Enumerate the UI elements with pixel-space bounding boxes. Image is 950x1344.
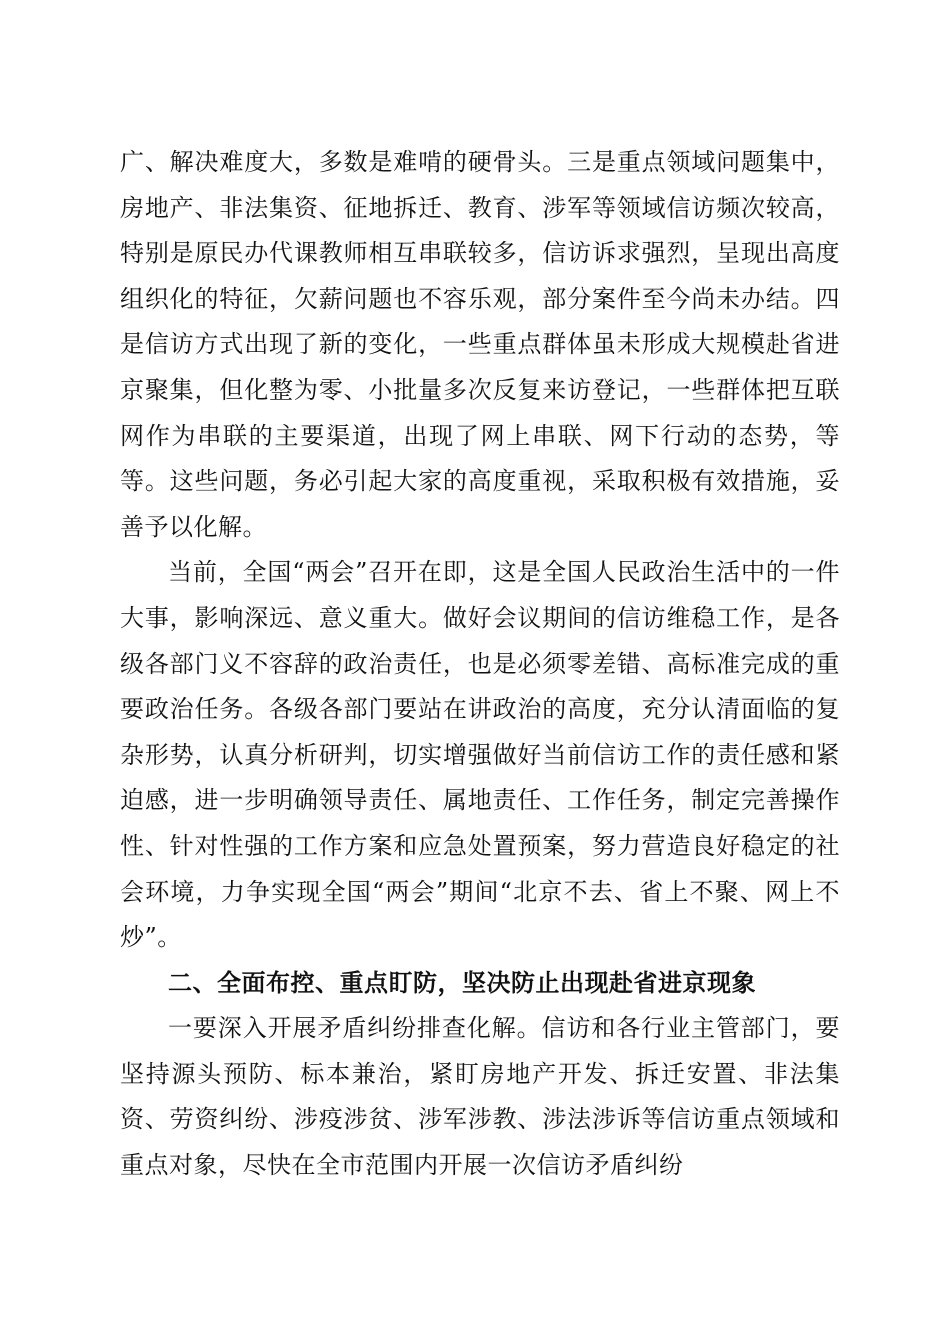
paragraph-section-two: 一要深入开展矛盾纠纷排查化解。信访和各行业主管部门，要坚持源头预防、标本兼治，紧盯房地产开发、拆迁安置、非法集资、劳资纠纷、涉疫涉贫、涉军涉教、涉法涉诉等信访重点领域和重点对象，尽快在全市范围内开展一次信访矛盾纠纷 (120, 1014, 840, 1180)
section-heading: 二、全面布控、重点盯防，坚决防止出现赴省进京现象 (168, 968, 756, 997)
paragraph-continuation: 广、解决难度大，多数是难啃的硬骨头。三是重点领域问题集中，房地产、非法集资、征地拆迁、教育、涉军等领域信访频次较高，特别是原民办代课教师相互串联较多，信访诉求强烈，呈现出高度组织化的特征，欠薪问题也不容乐观，部分案件至今尚未办结。四是信访方式出现了新的变化，一些重点群体虽未形成大规模赴省进京聚集，但化整为零、小批量多次反复来访登记，一些群体把互联网作为串联的主要渠道，出现了网上串联、网下行动的态势，等等。这些问题，务必引起大家的高度重视，采取积极有效措施，妥善予以化解。 (120, 148, 840, 541)
paragraph-two-sessions: 当前，全国“两会”召开在即，这是全国人民政治生活中的一件大事，影响深远、意义重大。做好会议期间的信访维稳工作，是各级各部门义不容辞的政治责任，也是必须零差错、高标准完成的重要政治任务。各级各部门要站在讲政治的高度，充分认清面临的复杂形势，认真分析研判，切实增强做好当前信访工作的责任感和紧迫感，进一步明确领导责任、属地责任、工作任务，制定完善操作性、针对性强的工作方案和应急处置预案，努力营造良好稳定的社会环境，力争实现全国“两会”期间“北京不去、省上不聚、网上不炒”。 (120, 558, 840, 952)
document-body (120, 140, 840, 1189)
